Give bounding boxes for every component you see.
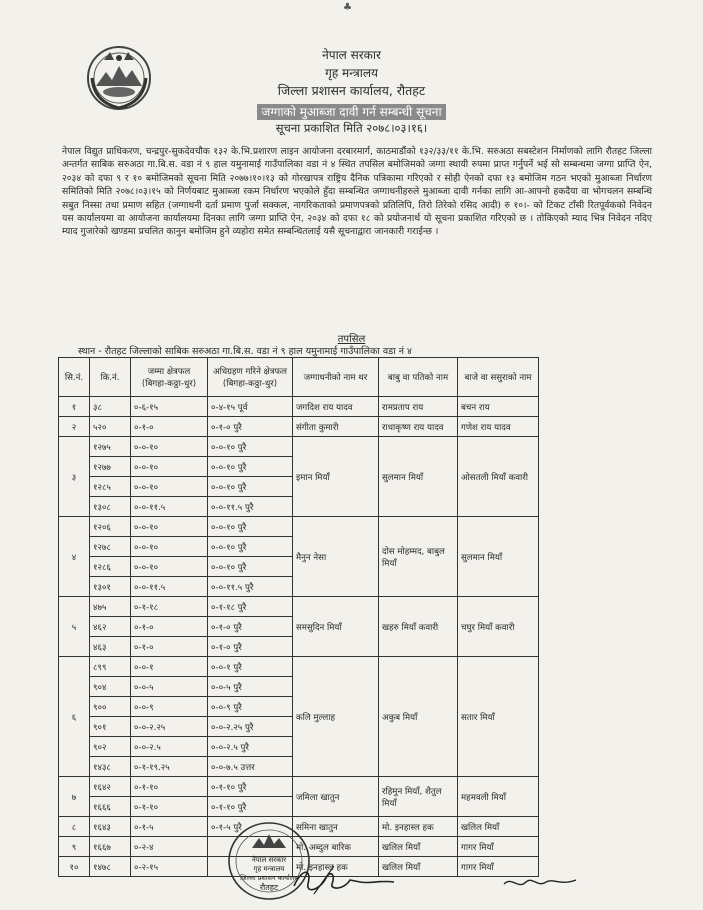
cell-total-area: ०-०-१: [131, 657, 208, 677]
cell-sn: १: [59, 397, 90, 417]
cell-acquired-area: ०-१-१८ पुरै: [208, 597, 293, 617]
cell-total-area: ०-६-१५: [131, 397, 208, 417]
cell-acquired-area: ०-०-७.५ उत्तर: [208, 757, 293, 777]
cell-total-area: ०-१-१८: [131, 597, 208, 617]
cell-sn: ९: [59, 837, 90, 857]
date-scribble-icon: [500, 872, 580, 894]
cell-total-area: ०-१-१९.२५: [131, 757, 208, 777]
cell-grandfather: सुलमान मियाँ: [458, 517, 539, 597]
cell-acquired-area: ०-०-१ पुरै: [208, 657, 293, 677]
col-header-kitta: कि.नं.: [90, 358, 131, 397]
cell-father: अकुब मियाँ: [379, 657, 458, 777]
stamp-line3: जिल्ला प्रशासन कार्यालय: [240, 874, 298, 882]
cell-total-area: ०-०-१०: [131, 517, 208, 537]
cell-acquired-area: ०-०-२.५ पुरै: [208, 737, 293, 757]
cell-kitta: ४६३: [90, 637, 131, 657]
table-row: [59, 597, 539, 617]
cell-kitta: १३०१: [90, 577, 131, 597]
cell-grandfather: गागर मियाँ: [458, 857, 539, 877]
cell-father: सुलमान मियाँ: [379, 437, 458, 517]
cell-grandfather: चघुर मियाँ कवारी: [458, 597, 539, 657]
cell-acquired-area: ०-१-५ पुरै: [208, 817, 293, 837]
cell-kitta: ५२०: [90, 417, 131, 437]
cell-acquired-area: ०-०-१० पुरै: [208, 517, 293, 537]
cell-total-area: ०-०-५: [131, 677, 208, 697]
stamp-line1: नेपाल सरकार: [251, 856, 287, 864]
stamp-line4: रौतहट: [259, 883, 279, 892]
cell-father: खहरु मियाँ कवारी: [379, 597, 458, 657]
schedule-title: तपसिल: [337, 334, 366, 345]
cell-kitta: १२८५: [90, 477, 131, 497]
cell-grandfather: महमवली मियाँ: [458, 777, 539, 817]
col-header-father: बाबु वा पतिको नाम: [379, 358, 458, 397]
cell-grandfather: खलिल मियाँ: [458, 817, 539, 837]
cell-sn: ८: [59, 817, 90, 837]
col-header-acquired-area: अधिग्रहण गरिने क्षेत्रफल (बिगहा-कठ्ठा-धुर): [208, 358, 293, 397]
cell-total-area: ०-०-१०: [131, 557, 208, 577]
cell-owner: जमिला खातुन: [293, 777, 379, 817]
header-office: जिल्ला प्रशासन कार्यालय, रौतहट: [277, 83, 426, 98]
cell-kitta: १२०६: [90, 517, 131, 537]
cell-acquired-area: ०-०-५ पुरै: [208, 677, 293, 697]
cell-acquired-area: ०-१-१० पुरै: [208, 777, 293, 797]
cell-total-area: ०-०-११.५: [131, 497, 208, 517]
table-row: [59, 777, 539, 797]
header-government: नेपाल सरकार: [322, 48, 381, 62]
publication-date: सूचना प्रकाशित मिति २०७८।०३।१६।: [275, 121, 428, 135]
cell-father: रहिमुन मियाँ, शैतुल मियाँ: [379, 777, 458, 817]
cell-father: खलिल मियाँ: [379, 857, 458, 877]
cell-acquired-area: ०-०-१० पुरै: [208, 457, 293, 477]
cell-acquired-area: ०-०-११.५ पुरै: [208, 577, 293, 597]
cell-sn: १०: [59, 857, 90, 877]
notice-title: [0, 101, 703, 120]
cell-father: रामप्रताप राय: [379, 397, 458, 417]
cell-total-area: ०-०-१०: [131, 457, 208, 477]
cell-grandfather: सतार मियाँ: [458, 657, 539, 777]
notice-title-text: जग्गाको मुआब्जा दावी गर्न सम्बन्धी सूचना: [257, 104, 445, 120]
cell-kitta: ४७५: [90, 597, 131, 617]
cell-sn: ७: [59, 777, 90, 817]
cell-kitta: ८९९: [90, 657, 131, 677]
cell-total-area: ०-१-०: [131, 637, 208, 657]
table-row: [59, 657, 539, 677]
table-row: [59, 517, 539, 537]
header-ministry: गृह मन्त्रालय: [325, 66, 378, 80]
cell-sn: ३: [59, 437, 90, 517]
cell-kitta: १६४२: [90, 777, 131, 797]
cell-acquired-area: ०-०-१० पुरै: [208, 437, 293, 457]
cell-sn: ६: [59, 657, 90, 777]
cell-owner: इमान मियाँ: [293, 437, 379, 517]
cell-kitta: १४७८: [90, 857, 131, 877]
notice-body: नेपाल विद्युत प्राधिकरण, चन्द्रपुर-सुकदेवचौक १३२ के.भि.प्रशारण लाइन आयोजना दरबारमार्ग, काठमाडौंको १३२/३३/११ के.भि. सरुअठा सबस्टेशन निर्माणको लागि रौतहट जिल्ला अन्तर्गत साबिक सरुअठा गा.बि.स. वडा नं ९ हाल यमुनामाई गाउँपालिका वडा नं ४ स्थित तपसिल बमोजिमको जग्गा स्थायी रुपमा प्राप्त गर्नुपर्ने भई सो सम्बन्धमा जग्गा प्राप्ति ऐन, २०३४ को दफा ९ र १० बमोजिमको सूचना मिति २०७७।१०।१३ को गोरखापत्र राष्ट्रिय दैनिक पत्रिकामा गरिएको र सोही ऐनको दफा १३ बमोजिम गठन भएको मुआब्जा निर्धारण समितिको मिति २०७८।०३।१५ को निर्णयबाट मुआब्जा रकम निर्धारण भएकोले हुँदा सम्बन्धित जग्गाधनीहरुले मुआब्जा दावी गर्नका लागि आ-आफ्नो हकदैया वा भोगचलन सम्बन्धि सबुत निस्सा तथा प्रमाण सहित (जग्गाधनी दर्ता प्रमाण पुर्जा सक्कल, नागरिकताको प्रमाणपत्रको प्रतिलिपि, तिरो तिरेको रसिद आदी) रु १०।- को टिकट टाँसी रितपूर्वकको निवेदन यस कार्यालयमा वा आयोजना कार्यालयमा दिनका लागि जग्गा प्राप्ति ऐन, २०३४ को दफा १८ को प्रयोजनार्थ यो सूचना प्रकाशित गरिएको छ । तोकिएको म्याद भित्र निवेदन नदिए म्याद गुजारेको खण्डमा प्रचलित कानुन बमोजिम हुने व्यहोरा समेत सम्बन्धितलाई यसै सूचनाद्वारा जानकारी गराईन्छ ।: [62, 146, 652, 238]
cell-kitta: ३८: [90, 397, 131, 417]
cell-total-area: ०-०-९: [131, 697, 208, 717]
cell-kitta: ९००: [90, 697, 131, 717]
cell-total-area: ०-१-१०: [131, 777, 208, 797]
cell-owner: जगदिश राय यादव: [293, 397, 379, 417]
cell-kitta: ४६२: [90, 617, 131, 637]
cell-grandfather: ओसतली मियाँ कवारी: [458, 437, 539, 517]
cell-kitta: १३०८: [90, 497, 131, 517]
cell-kitta: १२७५: [90, 437, 131, 457]
cell-sn: ४: [59, 517, 90, 597]
cell-sn: ५: [59, 597, 90, 657]
cell-acquired-area: ०-०-११.५ पुरै: [208, 497, 293, 517]
cell-kitta: १२७७: [90, 457, 131, 477]
stamp-line2: गृह मन्त्रालय: [253, 865, 285, 873]
cell-owner: समसुदिन मियाँ: [293, 597, 379, 657]
cell-acquired-area: ०-१-१० पुरै: [208, 797, 293, 817]
table-row: [59, 417, 539, 437]
cell-total-area: ०-०-२.५: [131, 737, 208, 757]
cell-acquired-area: ०-४-१५ पूर्व: [208, 397, 293, 417]
cell-kitta: १६६७: [90, 837, 131, 857]
cell-grandfather: गणेश राय यादव: [458, 417, 539, 437]
cell-father: दोस मोहम्मद, बाबुल मियाँ: [379, 517, 458, 597]
cell-acquired-area: ०-१-० पुरै: [208, 617, 293, 637]
cell-total-area: ०-०-१०: [131, 437, 208, 457]
land-table: [58, 357, 539, 877]
cell-total-area: ०-०-११.५: [131, 577, 208, 597]
cell-kitta: ९०१: [90, 717, 131, 737]
cell-grandfather: बचन राय: [458, 397, 539, 417]
page-top-mark: ♣: [343, 2, 352, 13]
cell-father: राधाकृष्ण राय यादव: [379, 417, 458, 437]
cell-acquired-area: ०-१-० पुरै: [208, 637, 293, 657]
cell-kitta: ९०४: [90, 677, 131, 697]
cell-kitta: १४३८: [90, 757, 131, 777]
cell-total-area: ०-२-१५: [131, 857, 208, 877]
table-row: [59, 437, 539, 457]
cell-kitta: ९०२: [90, 737, 131, 757]
cell-total-area: ०-१-०: [131, 417, 208, 437]
cell-father: मो. इनहास्ल हक: [379, 817, 458, 837]
cell-grandfather: गागर मियाँ: [458, 837, 539, 857]
cell-total-area: ०-०-१०: [131, 537, 208, 557]
cell-owner: संगीता कुमारी: [293, 417, 379, 437]
table-header-row: [59, 358, 539, 397]
table-row: [59, 397, 539, 417]
cell-owner: मैनुन नेसा: [293, 517, 379, 597]
cell-father: खलिल मियाँ: [379, 837, 458, 857]
cell-owner: मो. अब्दुल बारिक: [293, 837, 379, 857]
cell-acquired-area: ०-०-१० पुरै: [208, 537, 293, 557]
signature-icon: [290, 860, 400, 898]
cell-kitta: १२८६: [90, 557, 131, 577]
cell-sn: २: [59, 417, 90, 437]
cell-total-area: ०-१-०: [131, 617, 208, 637]
cell-kitta: १६६६: [90, 797, 131, 817]
cell-owner: कलि मुल्लाह: [293, 657, 379, 777]
cell-acquired-area: ०-०-२.२५ पुरै: [208, 717, 293, 737]
cell-total-area: ०-०-१०: [131, 477, 208, 497]
cell-total-area: ०-१-१०: [131, 797, 208, 817]
cell-acquired-area: ०-०-९ पुरै: [208, 697, 293, 717]
col-header-grandfather: बाजे वा ससुराको नाम: [458, 358, 539, 397]
cell-owner: मो. इनहास्ल हक: [293, 857, 379, 877]
cell-acquired-area: ०-१-० पुरै: [208, 417, 293, 437]
location-line: स्थान - रौतहट जिल्लाको साबिक सरुअठा गा.बि.स. वडा नं ९ हाल यमुनामाई गाउँपालिका वडा नं ४: [78, 346, 412, 357]
cell-acquired-area: ०-०-१० पुरै: [208, 557, 293, 577]
cell-total-area: ०-१-५: [131, 817, 208, 837]
col-header-sn: सि.नं.: [59, 358, 90, 397]
cell-acquired-area: ०-०-१० पुरै: [208, 477, 293, 497]
cell-total-area: ०-०-२.२५: [131, 717, 208, 737]
cell-kitta: १२७८: [90, 537, 131, 557]
col-header-owner: जग्गाधनीको नाम थर: [293, 358, 379, 397]
cell-owner: समिना खातुन: [293, 817, 379, 837]
cell-kitta: १६४३: [90, 817, 131, 837]
cell-total-area: ०-२-४: [131, 837, 208, 857]
col-header-total-area: जम्मा क्षेत्रफल (बिगहा-कठ्ठा-धुर): [131, 358, 208, 397]
